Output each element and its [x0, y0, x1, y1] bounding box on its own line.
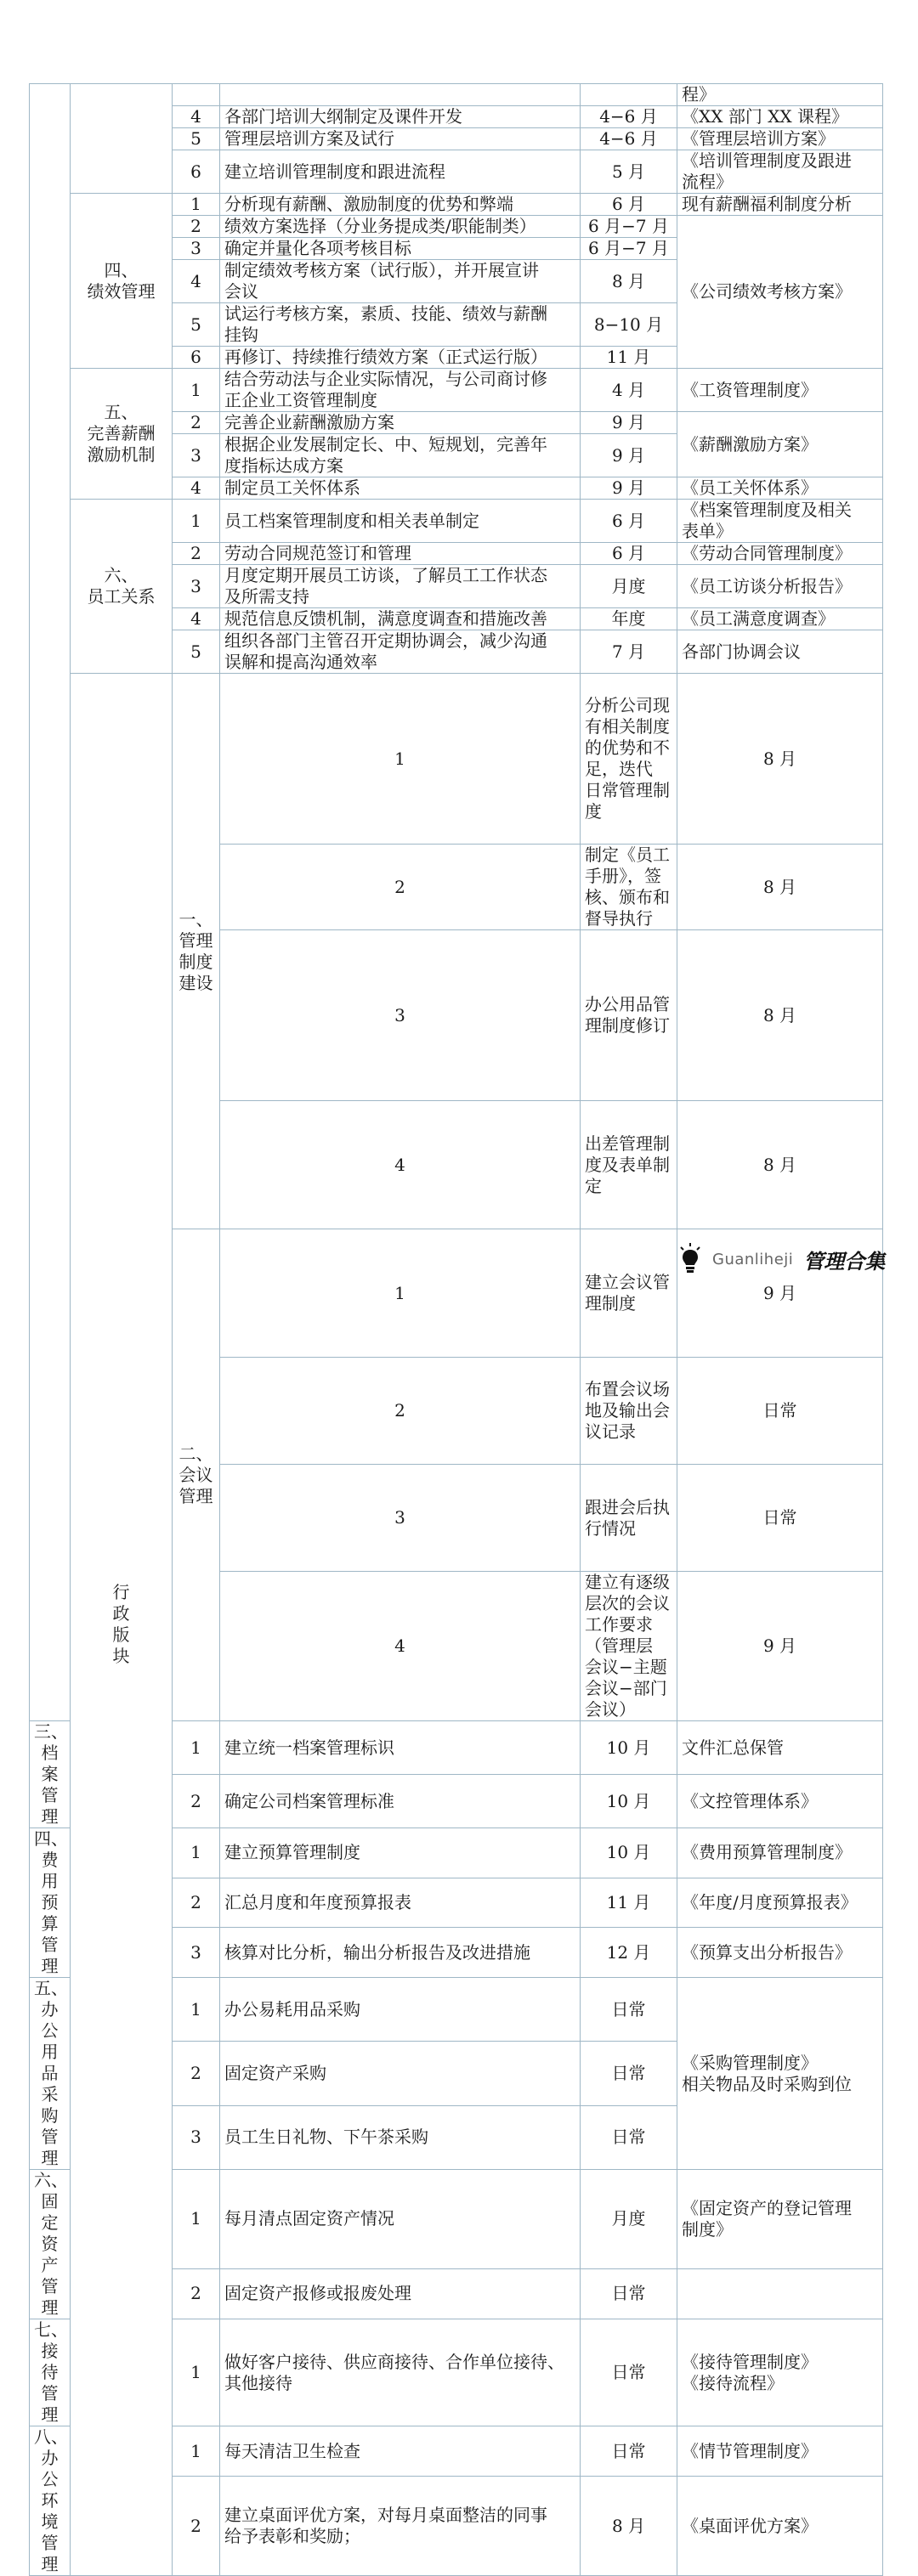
row-number: 1 — [173, 1828, 220, 1878]
row-number: 3 — [220, 930, 581, 1101]
task-cell: 做好客户接待、供应商接待、合作单位接待、 其他接待 — [220, 2319, 581, 2426]
task-cell: 确定公司档案管理标准 — [220, 1775, 581, 1828]
time-cell: 日常 — [581, 2268, 677, 2319]
group-name — [71, 84, 173, 194]
brand-name-en: Guanliheji — [712, 1250, 794, 1268]
output-cell: 《接待管理制度》 《接待流程》 — [677, 2319, 883, 2426]
task-cell: 建立有逐级层次的会议工作要求 （管理层 会议−主题会议−部门会议） — [581, 1572, 677, 1721]
row-number: 2 — [173, 543, 220, 565]
group-name: 六、 固定资产 管理 — [30, 2170, 71, 2319]
task-cell: 跟进会后执行情况 — [581, 1465, 677, 1572]
time-cell: 6 月 — [581, 500, 677, 543]
time-cell: 9 月 — [677, 1572, 883, 1721]
task-cell: 制定员工关怀体系 — [220, 477, 581, 500]
time-cell: 10 月 — [581, 1721, 677, 1775]
time-cell: 9 月 — [581, 477, 677, 500]
time-cell: 日常 — [581, 2319, 677, 2426]
task-cell: 建立统一档案管理标识 — [220, 1721, 581, 1775]
time-cell: 8 月 — [581, 2477, 677, 2576]
row-number: 5 — [173, 128, 220, 150]
task-cell: 分析现有薪酬、激励制度的优势和弊端 — [220, 194, 581, 216]
row-number: 4 — [173, 260, 220, 303]
section-cell-hr — [30, 84, 71, 1721]
task-cell: 结合劳动法与企业实际情况，与公司商讨修 正企业工资管理制度 — [220, 369, 581, 412]
output-cell: 《员工满意度调查》 — [677, 608, 883, 630]
row-number: 2 — [173, 216, 220, 238]
group-name: 五、 办公用品 采购管理 — [30, 1978, 71, 2170]
row-number: 3 — [173, 238, 220, 260]
time-cell: 6 月−7 月 — [581, 238, 677, 260]
row-number: 1 — [173, 1978, 220, 2042]
row-number: 2 — [173, 2477, 220, 2576]
row-number: 1 — [220, 1229, 581, 1358]
time-cell: 4−6 月 — [581, 128, 677, 150]
row-number: 2 — [173, 1878, 220, 1928]
task-cell: 组织各部门主管召开定期协调会，减少沟通 误解和提高沟通效率 — [220, 630, 581, 674]
output-cell: 《情节管理制度》 — [677, 2426, 883, 2477]
brand-name-cn: 管理合集 — [803, 1249, 886, 1274]
row-number: 2 — [220, 1358, 581, 1465]
time-cell: 9 月 — [581, 434, 677, 477]
time-cell: 日常 — [581, 2426, 677, 2477]
time-cell: 日常 — [581, 2042, 677, 2105]
task-cell: 各部门培训大纲制定及课件开发 — [220, 106, 581, 128]
output-cell: 《采购管理制度》 相关物品及时采购到位 — [677, 1978, 883, 2170]
output-cell: 各部门协调会议 — [677, 630, 883, 674]
output-cell: 程》 — [677, 84, 883, 106]
output-cell: 《年度/月度预算报表》 — [677, 1878, 883, 1928]
output-cell: 《档案管理制度及相关 表单》 — [677, 500, 883, 543]
task-cell: 完善企业薪酬激励方案 — [220, 412, 581, 434]
group-name: 五、 完善薪酬 激励机制 — [71, 369, 173, 500]
row-number: 1 — [173, 369, 220, 412]
row-number: 1 — [173, 500, 220, 543]
row-number: 1 — [173, 2426, 220, 2477]
row-number: 1 — [173, 1721, 220, 1775]
time-cell: 8 月 — [677, 845, 883, 930]
time-cell: 11 月 — [581, 347, 677, 369]
row-number: 6 — [173, 150, 220, 194]
output-cell: 《桌面评优方案》 — [677, 2477, 883, 2576]
time-cell: 4−6 月 — [581, 106, 677, 128]
output-cell: 《薪酬激励方案》 — [677, 412, 883, 477]
task-cell: 建立培训管理制度和跟进流程 — [220, 150, 581, 194]
row-number: 3 — [173, 2105, 220, 2169]
time-cell: 6 月 — [581, 543, 677, 565]
row-number: 3 — [173, 1928, 220, 1978]
time-cell: 6 月 — [581, 194, 677, 216]
output-cell: 文件汇总保管 — [677, 1721, 883, 1775]
row-number: 4 — [173, 477, 220, 500]
output-cell: 《固定资产的登记管理 制度》 — [677, 2170, 883, 2269]
output-cell: 《劳动合同管理制度》 — [677, 543, 883, 565]
task-cell: 管理层培训方案及试行 — [220, 128, 581, 150]
time-cell: 8 月 — [677, 1101, 883, 1229]
time-cell: 11 月 — [581, 1878, 677, 1928]
time-cell: 8 月 — [677, 930, 883, 1101]
task-cell: 固定资产采购 — [220, 2042, 581, 2105]
task-cell: 试运行考核方案，素质、技能、绩效与薪酬 挂钩 — [220, 303, 581, 347]
task-cell: 固定资产报修或报废处理 — [220, 2268, 581, 2319]
output-cell — [677, 2268, 883, 2319]
group-name: 二、 会议管理 — [173, 1229, 220, 1721]
row-number: 2 — [173, 2268, 220, 2319]
task-cell: 分析公司现有相关制度的优势和不足，迭代 日常管理制度 — [581, 674, 677, 845]
output-cell: 《XX 部门 XX 课程》 — [677, 106, 883, 128]
time-cell: 10 月 — [581, 1828, 677, 1878]
row-number: 1 — [173, 2319, 220, 2426]
lightbulb-icon — [678, 1242, 702, 1276]
group-name: 八、办公环 境管理 — [30, 2426, 71, 2576]
row-number: 5 — [173, 303, 220, 347]
task-cell: 再修订、持续推行绩效方案（正式运行版） — [220, 347, 581, 369]
task-cell: 建立会议管理制度 — [581, 1229, 677, 1358]
task-cell: 建立预算管理制度 — [220, 1828, 581, 1878]
output-cell: 《员工关怀体系》 — [677, 477, 883, 500]
row-number: 3 — [173, 565, 220, 608]
task-cell: 规范信息反馈机制，满意度调查和措施改善 — [220, 608, 581, 630]
time-cell: 日常 — [581, 1978, 677, 2042]
task-cell: 制定绩效考核方案（试行版），并开展宣讲 会议 — [220, 260, 581, 303]
row-number: 2 — [173, 1775, 220, 1828]
output-cell: 《文控管理体系》 — [677, 1775, 883, 1828]
time-cell: 4 月 — [581, 369, 677, 412]
group-name: 七、 接待管理 — [30, 2319, 71, 2426]
time-cell: 日常 — [677, 1465, 883, 1572]
time-cell: 8 月 — [581, 260, 677, 303]
work-plan-table — [29, 83, 886, 2576]
group-name: 一、 管理制度 建设 — [173, 674, 220, 1229]
task-cell: 制定《员工手册》，签核、颁布和督导执行 — [581, 845, 677, 930]
task-cell — [220, 84, 581, 106]
task-cell: 建立桌面评优方案，对每月桌面整洁的同事 给予表彰和奖励； — [220, 2477, 581, 2576]
time-cell: 8−10 月 — [581, 303, 677, 347]
time-cell: 12 月 — [581, 1928, 677, 1978]
row-number: 5 — [173, 630, 220, 674]
group-name: 四、 费用预算 管理 — [30, 1828, 71, 1978]
group-name: 六、 员工关系 — [71, 500, 173, 674]
task-cell: 布置会议场地及输出会议记录 — [581, 1358, 677, 1465]
section-label: 行政版块 — [112, 1582, 130, 1666]
task-cell: 汇总月度和年度预算报表 — [220, 1878, 581, 1928]
task-cell: 月度定期开展员工访谈，了解员工工作状态 及所需支持 — [220, 565, 581, 608]
row-number: 1 — [220, 674, 581, 845]
output-cell: 《管理层培训方案》 — [677, 128, 883, 150]
task-cell: 每月清点固定资产情况 — [220, 2170, 581, 2269]
output-cell: 现有薪酬福利制度分析 — [677, 194, 883, 216]
brand-footer — [678, 1239, 885, 1280]
output-cell: 《公司绩效考核方案》 — [677, 216, 883, 369]
time-cell: 7 月 — [581, 630, 677, 674]
group-name: 三、 档案管理 — [30, 1721, 71, 1828]
task-cell: 确定并量化各项考核目标 — [220, 238, 581, 260]
time-cell: 5 月 — [581, 150, 677, 194]
time-cell: 6 月−7 月 — [581, 216, 677, 238]
row-number: 3 — [173, 434, 220, 477]
time-cell: 日常 — [581, 2105, 677, 2169]
time-cell: 9 月 — [677, 1229, 883, 1358]
time-cell: 年度 — [581, 608, 677, 630]
group-name: 四、 绩效管理 — [71, 194, 173, 369]
row-number: 6 — [173, 347, 220, 369]
task-cell: 员工档案管理制度和相关表单制定 — [220, 500, 581, 543]
task-cell: 办公易耗用品采购 — [220, 1978, 581, 2042]
task-cell: 绩效方案选择（分业务提成类/职能制类） — [220, 216, 581, 238]
time-cell: 月度 — [581, 565, 677, 608]
task-cell: 办公用品管理制度修订 — [581, 930, 677, 1101]
section-cell-admin — [71, 674, 173, 2576]
row-number: 2 — [220, 845, 581, 930]
row-number: 4 — [220, 1101, 581, 1229]
row-number: 2 — [173, 2042, 220, 2105]
time-cell: 日常 — [677, 1358, 883, 1465]
time-cell — [581, 84, 677, 106]
row-number: 4 — [220, 1572, 581, 1721]
time-cell: 9 月 — [581, 412, 677, 434]
row-number — [173, 84, 220, 106]
row-number: 1 — [173, 2170, 220, 2269]
task-cell: 劳动合同规范签订和管理 — [220, 543, 581, 565]
row-number: 4 — [173, 608, 220, 630]
row-number: 1 — [173, 194, 220, 216]
output-cell: 《培训管理制度及跟进 流程》 — [677, 150, 883, 194]
row-number: 4 — [173, 106, 220, 128]
time-cell: 8 月 — [677, 674, 883, 845]
output-cell: 《员工访谈分析报告》 — [677, 565, 883, 608]
time-cell: 10 月 — [581, 1775, 677, 1828]
task-cell: 核算对比分析，输出分析报告及改进措施 — [220, 1928, 581, 1978]
output-cell: 《工资管理制度》 — [677, 369, 883, 412]
task-cell: 员工生日礼物、下午茶采购 — [220, 2105, 581, 2169]
output-cell: 《预算支出分析报告》 — [677, 1928, 883, 1978]
row-number: 3 — [220, 1465, 581, 1572]
task-cell: 根据企业发展制定长、中、短规划，完善年 度指标达成方案 — [220, 434, 581, 477]
task-cell: 每天清洁卫生检查 — [220, 2426, 581, 2477]
row-number: 2 — [173, 412, 220, 434]
time-cell: 月度 — [581, 2170, 677, 2269]
task-cell: 出差管理制度及表单制定 — [581, 1101, 677, 1229]
output-cell: 《费用预算管理制度》 — [677, 1828, 883, 1878]
